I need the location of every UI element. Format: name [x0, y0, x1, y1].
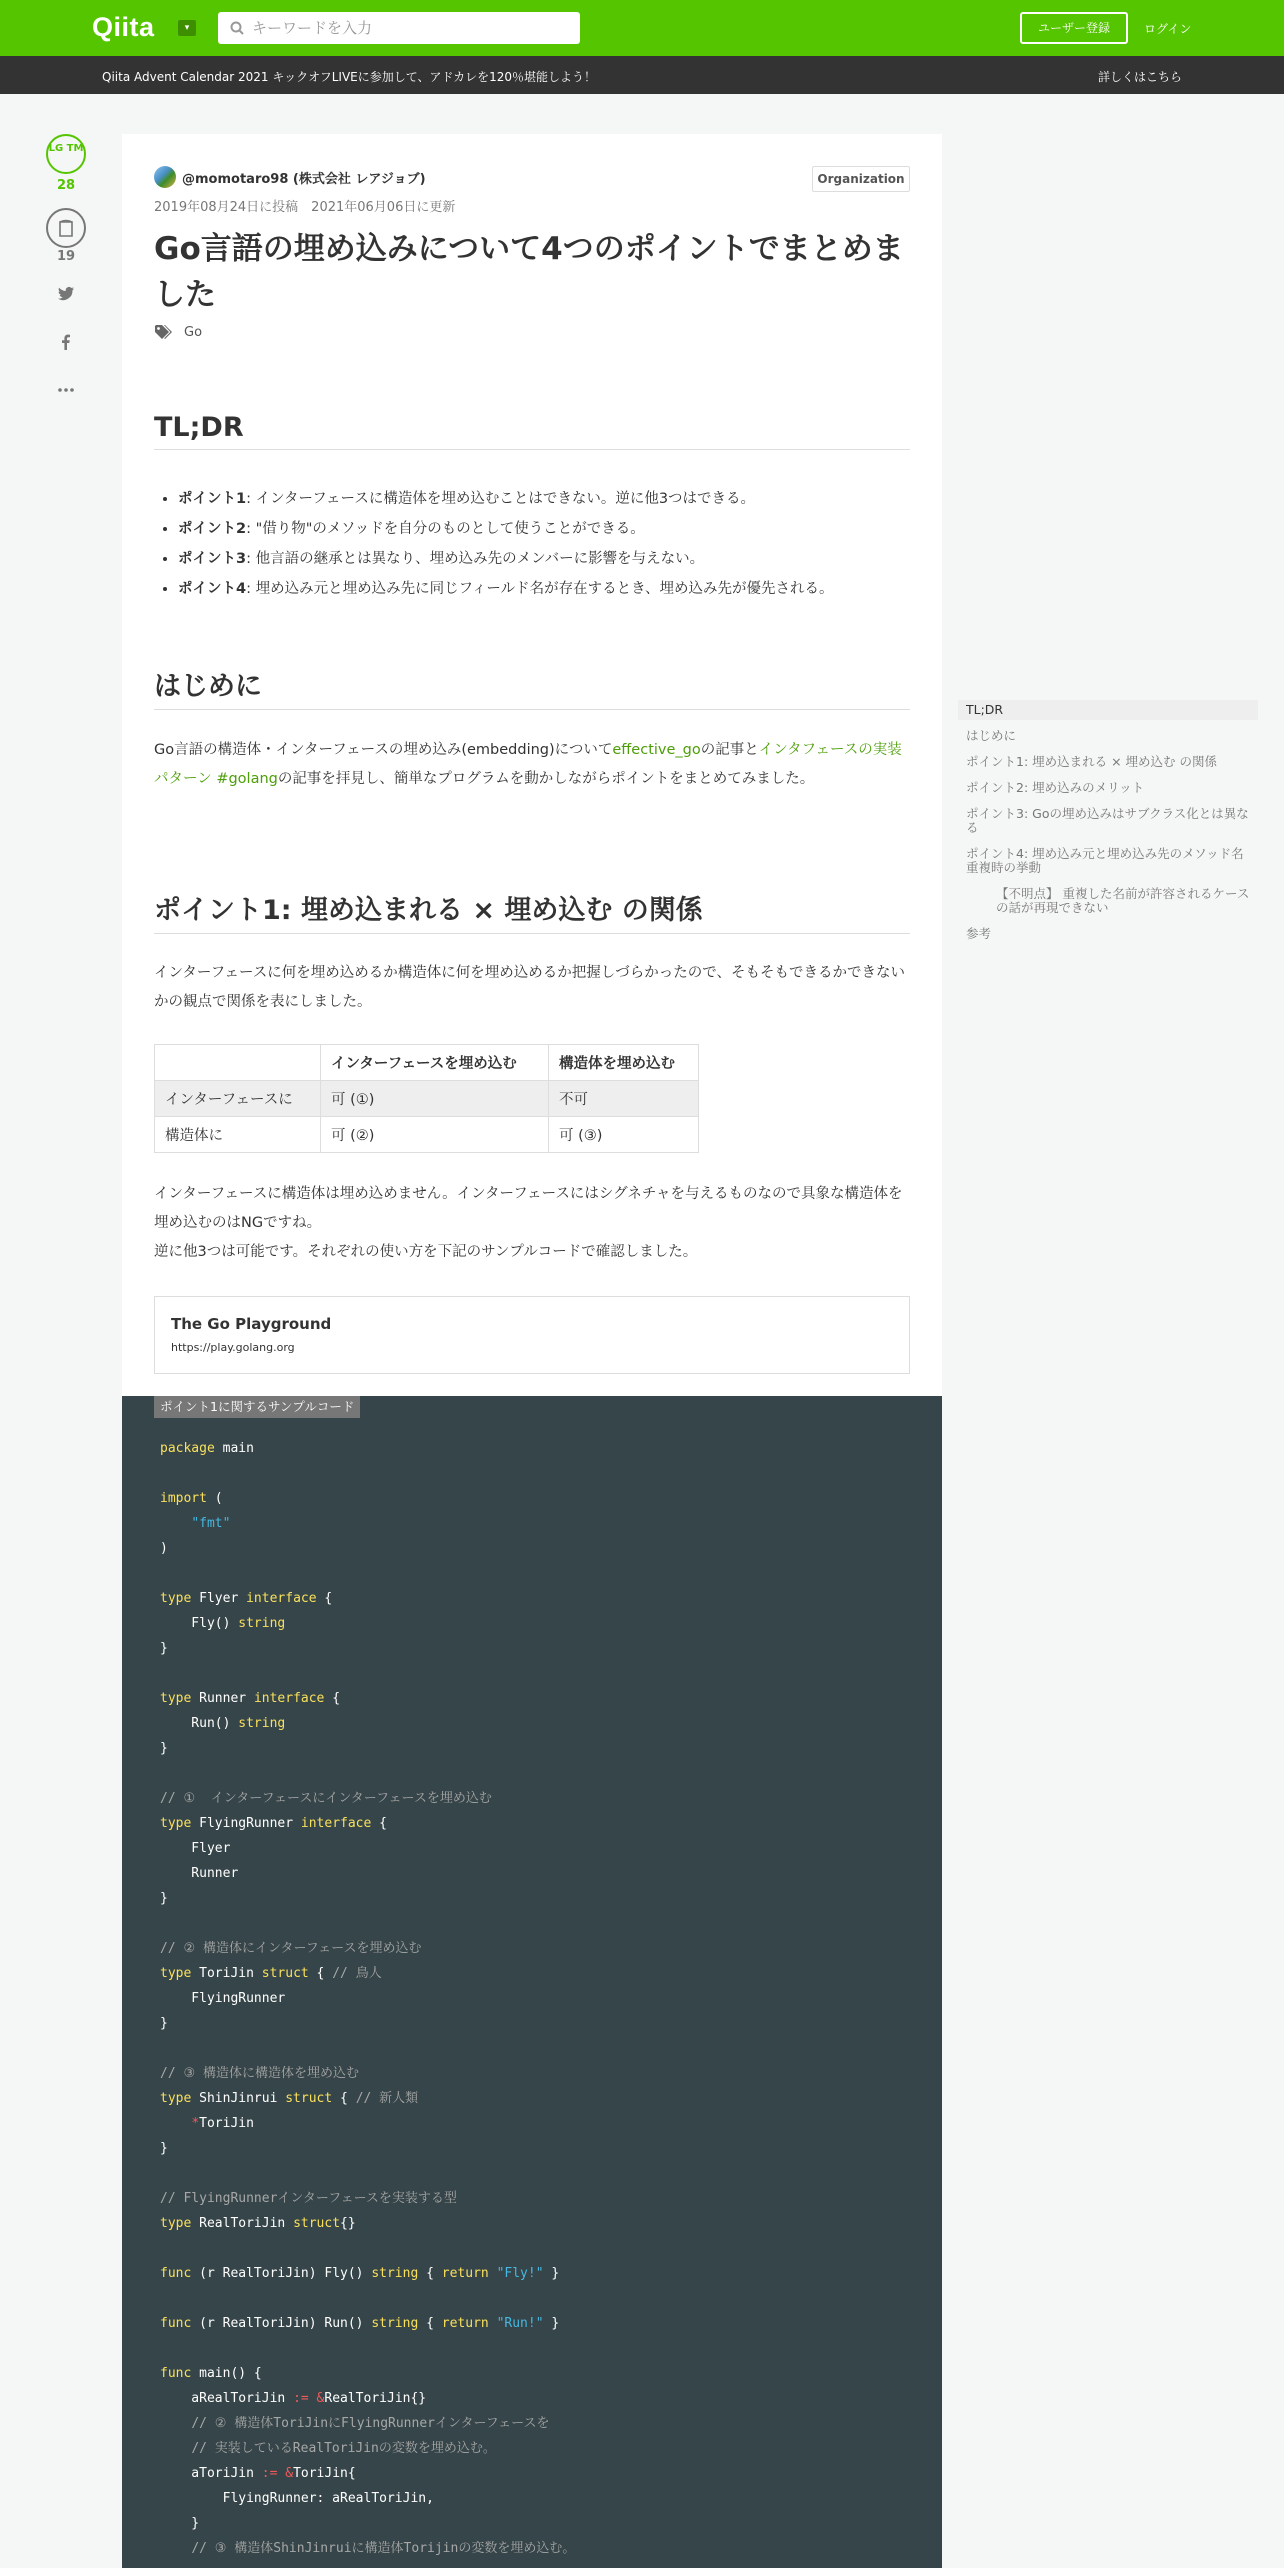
bullet-head: ポイント1: [178, 491, 247, 507]
intro-text: の記事を拝見し、簡単なプログラムを動かしながらポイントをまとめてみました。: [277, 771, 815, 787]
go-playground-card[interactable]: [154, 1296, 910, 1374]
table-cell: インターフェースに: [155, 1081, 321, 1117]
search-box: [218, 12, 580, 44]
toc-item-references[interactable]: 参考: [966, 926, 992, 941]
toc-item-unclear[interactable]: 【不明点】 重複した名前が許容されるケースの話が再現できない: [996, 886, 1250, 915]
login-link[interactable]: ログイン: [1144, 22, 1192, 36]
table-row: [155, 1081, 699, 1117]
toc-item-point3[interactable]: ポイント3: Goの埋め込みはサブクラス化とは異なる: [966, 806, 1249, 835]
twitter-share-icon[interactable]: [56, 284, 76, 304]
point1-paragraph: インターフェースに何を埋め込めるか構造体に何を埋め込めるか把握しづらかったので、そもそもできるかできないかの観点で関係を表にしました。: [154, 965, 905, 1010]
stock-icon: [58, 219, 74, 237]
table-row: [155, 1117, 699, 1153]
bullet-text: : 埋め込み元と埋め込み先に同じフィールド名が存在するとき、埋め込み先が優先される。: [246, 581, 834, 597]
facebook-share-icon[interactable]: [56, 332, 76, 352]
intro-paragraph: [154, 736, 910, 794]
logo-menu-icon[interactable]: ▾: [178, 20, 196, 36]
toc-item-intro[interactable]: はじめに: [966, 728, 1017, 743]
list-item: [178, 574, 834, 604]
heading-point1: ポイント1: 埋め込まれる × 埋め込む の関係: [154, 888, 910, 934]
announcement-banner: [0, 56, 1284, 94]
banner-details-link[interactable]: 詳しくはこちら: [1097, 70, 1182, 84]
toc-item-point4[interactable]: ポイント4: 埋め込み元と埋め込み先のメソッド名重複時の挙動: [966, 846, 1244, 875]
code-filename-label: ポイント1に関するサンプルコード: [154, 1396, 360, 1418]
more-options-icon[interactable]: [56, 380, 76, 400]
table-header: インターフェースを埋め込む: [321, 1045, 549, 1081]
stock-button[interactable]: [46, 208, 86, 248]
toc-item-point1[interactable]: ポイント1: 埋め込まれる × 埋め込む の関係: [966, 754, 1218, 769]
code-block: [122, 1396, 942, 2568]
bullet-text: : インターフェースに構造体を埋め込むことはできない。逆に他3つはできる。: [246, 491, 756, 507]
table-cell: 不可: [549, 1081, 699, 1117]
bullet-head: ポイント3: [178, 551, 247, 567]
bullet-head: ポイント2: [178, 521, 247, 537]
table-header: [155, 1045, 321, 1081]
bullet-head: ポイント4: [178, 581, 247, 597]
tag-go[interactable]: Go: [184, 325, 203, 340]
article-title: Go言語の埋め込みについて4つのポイントでまとめました: [154, 231, 904, 313]
table-cell: 可 (②): [321, 1117, 549, 1153]
table-cell: 可 (③): [549, 1117, 699, 1153]
interface-pattern-link[interactable]: インタフェースの実装パターン #golang: [154, 742, 902, 787]
banner-text[interactable]: Qiita Advent Calendar 2021 キックオフLIVEに参加して、アドカレを120％堪能しよう！: [102, 70, 597, 84]
effective-go-link[interactable]: effective_go: [612, 742, 701, 758]
tag-icon: [154, 324, 176, 340]
after-table-line: 逆に他3つは可能です。それぞれの使い方を下記のサンプルコードで確認しました。: [154, 1244, 698, 1260]
embedding-table: [154, 1044, 699, 1153]
bullet-text: : "借り物"のメソッドを自分のものとして使うことができる。: [246, 521, 645, 537]
list-item: [178, 514, 834, 544]
lgtm-button[interactable]: LG TM: [46, 134, 86, 174]
playground-title: The Go Playground: [171, 1315, 332, 1333]
table-cell: 可 (①): [321, 1081, 549, 1117]
list-item: [178, 544, 834, 574]
qiita-logo[interactable]: Qiita: [92, 12, 155, 42]
table-header-row: [155, 1045, 699, 1081]
intro-text: の記事と: [700, 742, 759, 758]
bullet-text: : 他言語の継承とは異なり、埋め込み先のメンバーに影響を与えない。: [246, 551, 705, 567]
after-table-line: インターフェースに構造体は埋め込めません。インターフェースにはシグネチャを与えるものなので具象な構造体を埋め込むのはNGですね。: [154, 1186, 903, 1231]
global-header: [0, 0, 1284, 56]
table-of-contents: [958, 700, 1258, 950]
after-table-paragraph: [154, 1180, 910, 1267]
intro-text: Go言語の構造体・インターフェースの埋め込み(embedding)について: [154, 742, 613, 758]
search-icon: [230, 21, 244, 35]
table-header: 構造体を埋め込む: [549, 1045, 699, 1081]
toc-item-point2[interactable]: ポイント2: 埋め込みのメリット: [966, 780, 1145, 795]
organization-badge[interactable]: Organization: [812, 166, 910, 192]
stock-count: 19: [56, 249, 76, 264]
tldr-list: [178, 484, 834, 604]
code-content[interactable]: package main import ( "fmt" ) type Flyer interface { Fly() string } type Runner interface { Run() string } // ① インターフェースにインターフェースを埋め込む type FlyingRunner interface { Flyer Runner } // ② 構造体にインターフェースを埋め込む type ToriJin struct { // 鳥人 FlyingRunner } // ③ 構造体に構造体を埋め込む type ShinJinrui struct { // 新人類 *ToriJin } // FlyingRunnerインターフェースを実装する型 type RealToriJin struct{} func (r RealToriJin) Fly() string { return "Fly!" } func (r RealToriJin) Run() string { return "Run!" } func main() { aRealToriJin := &RealToriJin{} // ② 構造体ToriJinにFlyingRunnerインターフェースを // 実装しているRealToriJinの変数を埋め込む。 aToriJin := &ToriJin{ FlyingRunner: aRealToriJin, } // ③ 構造体ShinJinruiに構造体Torijinの変数を埋め込む。: [160, 1441, 576, 2556]
signup-button[interactable]: ユーザー登録: [1020, 12, 1128, 44]
post-dates: 2019年08月24日に投稿 2021年06月06日に更新: [154, 200, 456, 215]
list-item: [178, 484, 834, 514]
lgtm-count: 28: [56, 178, 76, 193]
toc-item-tldr[interactable]: TL;DR: [958, 700, 1258, 720]
playground-url: https://play.golang.org: [171, 1341, 295, 1354]
table-cell: 構造体に: [155, 1117, 321, 1153]
author-name[interactable]: @momotaro98 (株式会社 レアジョブ): [182, 172, 426, 187]
heading-intro: はじめに: [154, 664, 910, 710]
heading-tldr: TL;DR: [154, 412, 910, 450]
search-input[interactable]: [252, 15, 572, 41]
